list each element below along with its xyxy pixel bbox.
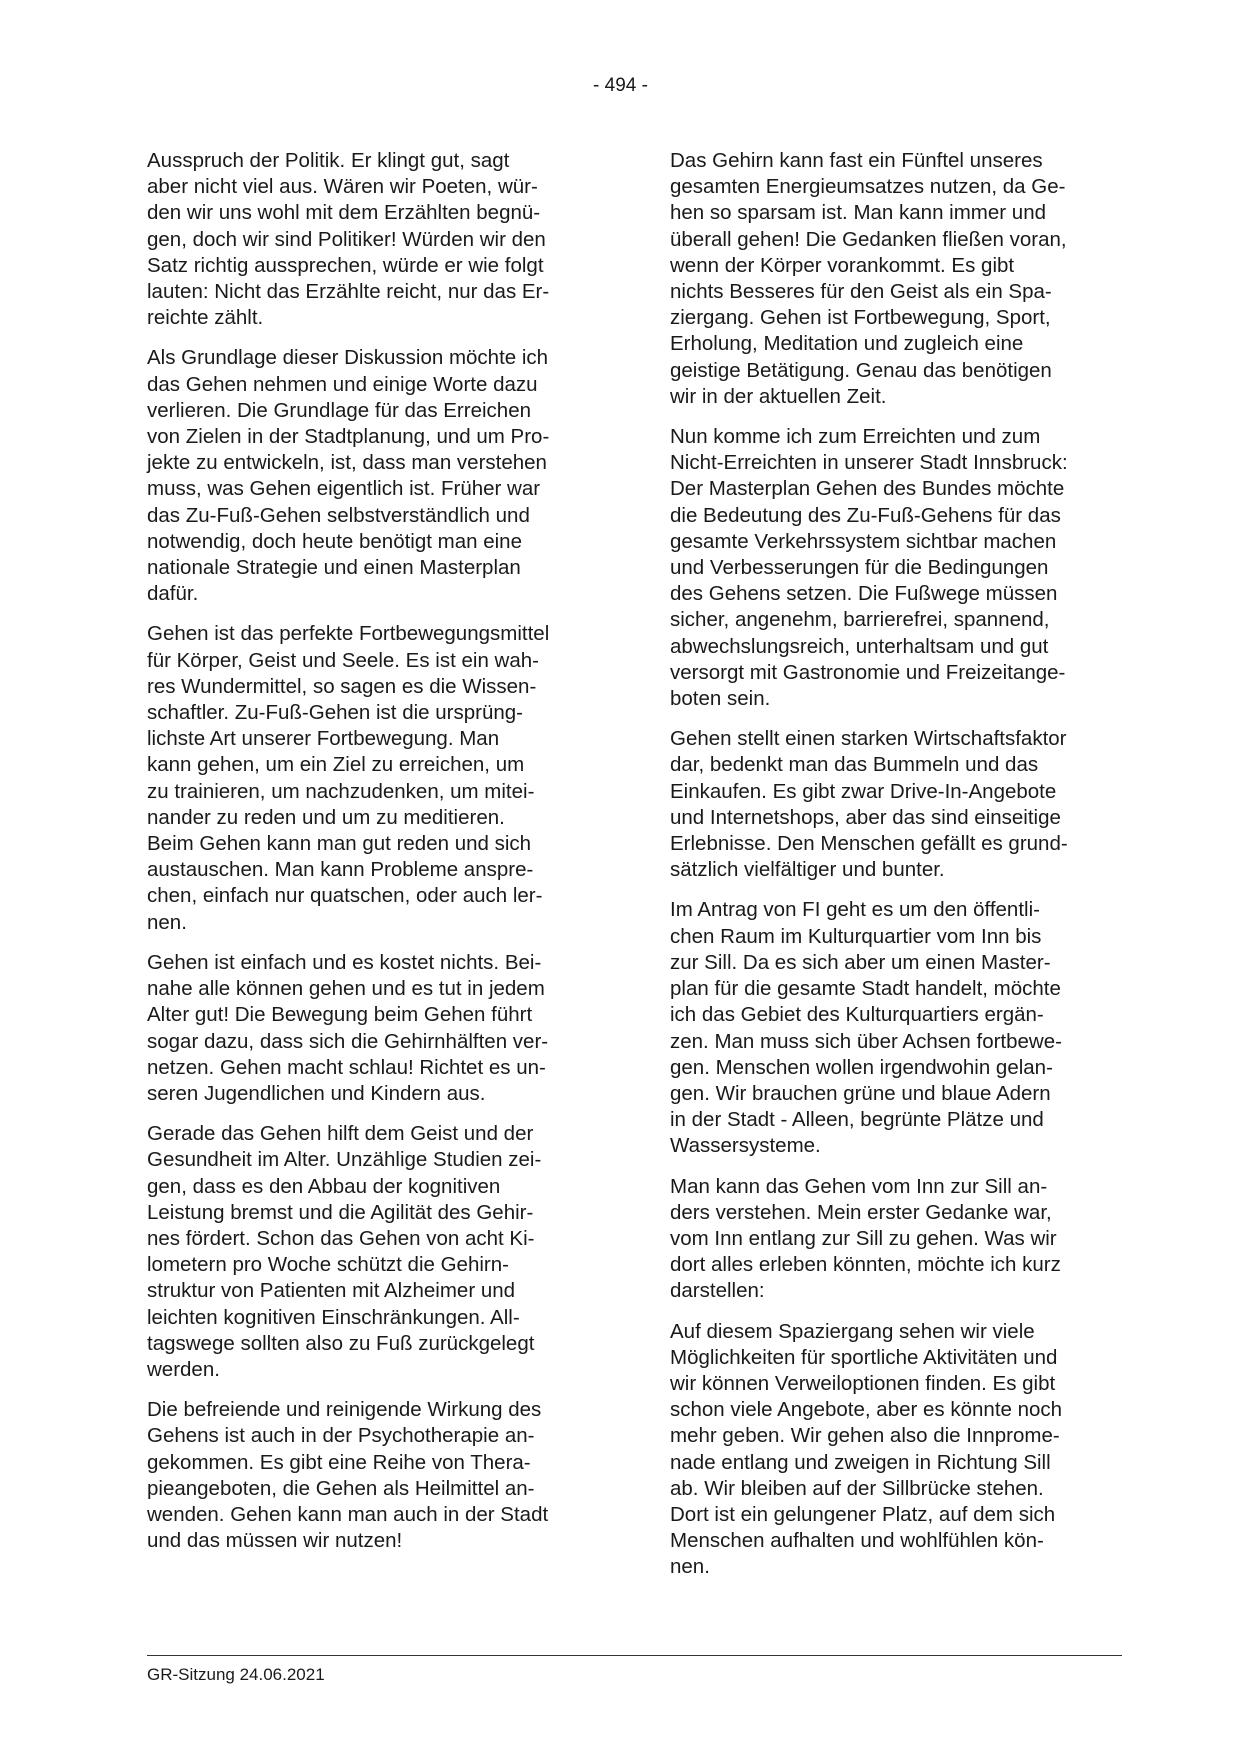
paragraph: Auf diesem Spaziergang sehen wir viele Möglichkeiten für sportliche Aktivitäten und wir können Verweiloptionen finden. Es gibt schon viele Angebote, aber es könnte noch mehr geben. Wir gehen also die Innprome- nade entlang und zweigen in Richtung Sill ab. Wir bleiben auf der Sillbrücke stehen. Dort ist ein gelungener Platz, auf dem sich Menschen aufhalten und wohlfühlen kön- nen. [670,1319,1063,1579]
paragraph: Im Antrag von FI geht es um den öffentli- chen Raum im Kulturquartier vom Inn bis zur Sill. Da es sich aber um einen Master- plan für die gesamte Stadt handelt, möchte ich das Gebiet des Kulturquartiers ergän- zen. Man muss sich über Achsen fortbewe- gen. Menschen wollen irgendwohin gelan- gen. Wir brauchen grüne und blaue Adern in der Stadt - Alleen, begrünte Plätze und Wassersysteme. [670,898,1062,1158]
footer-divider [147,1655,1122,1656]
paragraph: Gehen ist einfach und es kostet nichts. Bei- nahe alle können gehen und es tut in jedem Alter gut! Die Bewegung beim Gehen führt sogar dazu, dass sich die Gehirnhälften ver- netzen. Gehen macht schlau! Richtet es un- seren Jugendlichen und Kindern aus. [147,950,549,1105]
paragraph: Gehen ist das perfekte Fortbewegungsmittel für Körper, Geist und Seele. Es ist ein wah- res Wundermittel, so sagen es die Wissen- schaftler. Zu-Fuß-Gehen ist die ursprüng- lichste Art unserer Fortbewegung. Man kann gehen, um ein Ziel zu erreichen, um zu trainieren, um nachzudenken, um mitei- nander zu reden und um zu meditieren. Beim Gehen kann man gut reden und sich austauschen. Man kann Probleme anspre- chen, einfach nur quatschen, oder auch ler- nen. [147,622,550,934]
right-column [670,148,1125,1595]
paragraph: Nun komme ich zum Erreichten und zum Nicht-Erreichten in unserer Stadt Innsbruck: Der Masterplan Gehen des Bundes möchte die Bedeutung des Zu-Fuß-Gehens für das gesamte Verkehrssystem sichtbar machen und Verbesserungen für die Bedingungen des Gehens setzen. Die Fußwege müssen sicher, angenehm, barrierefrei, spannend, abwechslungsreich, unterhaltsam und gut versorgt mit Gastronomie und Freizeitange- boten sein. [670,425,1068,711]
paragraph: Als Grundlage dieser Diskussion möchte ich das Gehen nehmen und einige Worte dazu verlieren. Die Grundlage für das Erreichen von Zielen in der Stadtplanung, und um Pro- jekte zu entwickeln, ist, dass man verstehen muss, was Gehen eigentlich ist. Früher war das Zu-Fuß-Gehen selbstverständlich und notwendig, doch heute benötigt man eine nationale Strategie und einen Masterplan dafür. [147,346,550,606]
paragraph: Das Gehirn kann fast ein Fünftel unseres gesamten Energieumsatzes nutzen, da Ge- hen so sparsam ist. Man kann immer und überall gehen! Die Gedanken fließen voran, wenn der Körper vorankommt. Es gibt nichts Besseres für den Geist als ein Spa- ziergang. Gehen ist Fortbewegung, Sport, Erholung, Meditation und zugleich eine geistige Betätigung. Genau das benötigen wir in der aktuellen Zeit. [670,149,1067,408]
paragraph: Die befreiende und reinigende Wirkung des Gehens ist auch in der Psychotherapie an- gekommen. Es gibt eine Reihe von Thera- pieangeboten, die Gehen als Heilmittel an- wenden. Gehen kann man auch in der Stadt und das müssen wir nutzen! [147,1398,549,1553]
paragraph: Ausspruch der Politik. Er klingt gut, sagt aber nicht viel aus. Wären wir Poeten, wür- den wir uns wohl mit dem Erzählten begnü- gen, doch wir sind Politiker! Würden wir den Satz richtig aussprechen, würde er wie folgt lauten: Nicht das Erzählte reicht, nur das Er- reichte zählt. [147,149,550,330]
paragraph: Gerade das Gehen hilft dem Geist und der Gesundheit im Alter. Unzählige Studien zei- gen, dass es den Abbau der kognitiven Leistung bremst und die Agilität des Gehir- nes fördert. Schon das Gehen von acht Ki- lometern pro Woche schützt die Gehirn- struktur von Patienten mit Alzheimer und leichten kognitiven Einschränkungen. All- tagswege sollten also zu Fuß zurückgelegt werden. [147,1122,542,1381]
page-number: - 494 - [593,75,648,96]
paragraph: Gehen stellt einen starken Wirtschaftsfaktor dar, bedenkt man das Bummeln und das Einkaufen. Es gibt zwar Drive-In-Angebote und Internetshops, aber das sind einseitige Erlebnisse. Den Menschen gefällt es grund- sätzlich vielfältiger und bunter. [670,727,1068,882]
footer-text: GR-Sitzung 24.06.2021 [147,1665,325,1684]
paragraph: Man kann das Gehen vom Inn zur Sill an- ders verstehen. Mein erster Gedanke war, vom Inn entlang zur Sill zu gehen. Was wir dort alles erleben könnten, möchte ich kurz darstellen: [670,1174,1061,1303]
left-column [147,148,602,1568]
